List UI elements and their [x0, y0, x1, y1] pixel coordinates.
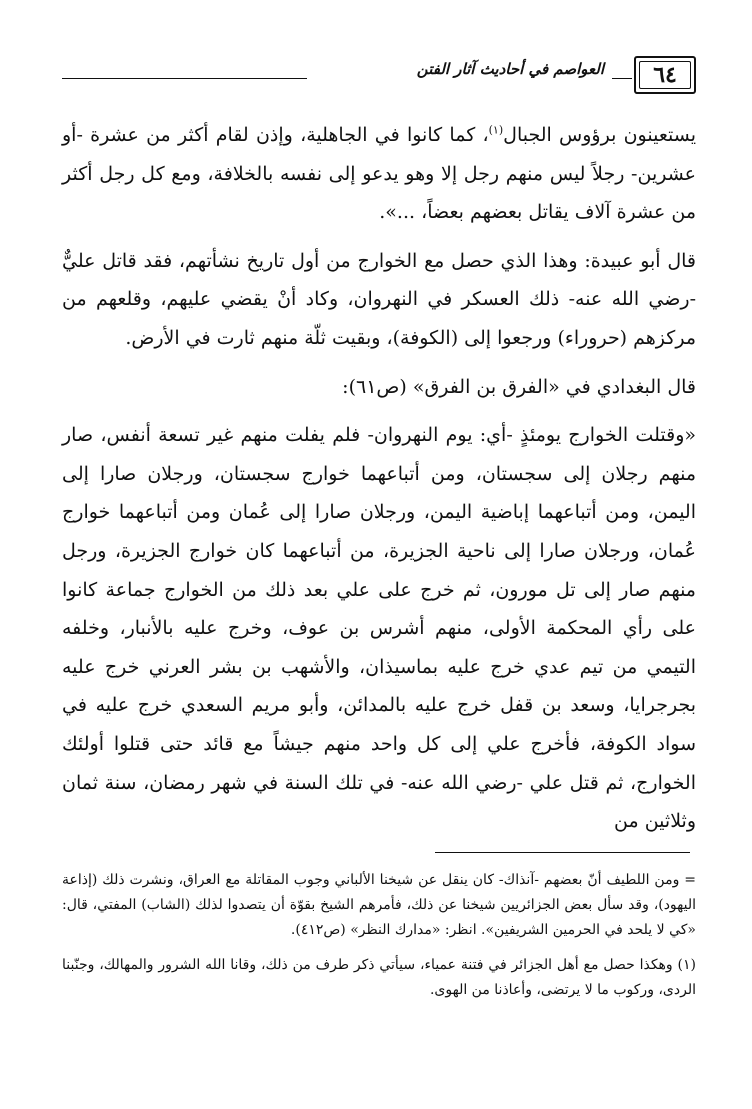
footnote-1: (١) وهكذا حصل مع أهل الجزائر في فتنة عمياء، سيأتي ذكر طرف من ذلك، وقانا الله الشرور والمهالك، وجنّبنا الردى، وركوب ما لا يرتضى، وأعاذنا من الهوى. [62, 957, 696, 998]
main-text [62, 116, 696, 841]
footnote-continuation: = ومن اللطيف أنّ بعضهم -آنذاك- كان ينقل عن شيخنا الألباني وجوب المقاتلة مع العراق، ونشرت ذلك (إذاعة اليهود)، وقد سأل بعض الجزائريين شيخنا عن ذلك، فأمرهم الشيخ بقوّة أن يتصدوا لذلك (الشاب) المفتي، قال: «كي لا يلحد في الحرمين الشريفين». انظر: «مدارك النظر» (ص٤١٢). [62, 872, 696, 938]
footnote-separator [435, 852, 690, 853]
paragraph-2: قال أبو عبيدة: وهذا الذي حصل مع الخوارج من أول تاريخ نشأتهم، فقد قاتل عليٌّ -رضي الله عنه- ذلك العسكر في النهروان، وكاد أنْ يقضي عليهم، وقلعهم من مركزهم (حروراء) ورجعوا إلى (الكوفة)، وبقيت ثلّة منهم ثارت في الأرض. [62, 249, 696, 349]
running-header [62, 52, 696, 98]
paragraph-3: قال البغدادي في «الفرق بن الفرق» (ص٦١): [342, 375, 696, 398]
footnotes [62, 868, 696, 1003]
paragraph-1: يستعينون برؤوس الجبال$^{(١)}$، كما كانوا في الجاهلية، وإذن لقام أكثر من عشرة -أو عشرين- رجلاً ليس منهم رجل إلا وهو يدعو إلى نفسه بالخلافة، ومع كل رجل أكثر من عشرة آلاف يقاتل بعضهم بعضاً، ...». [62, 123, 696, 224]
book-title: العواصم في أحاديث آثار الفتن [416, 60, 604, 78]
page-number: ٦٤ [634, 56, 696, 94]
header-rule [612, 78, 632, 79]
header-rule [62, 78, 307, 79]
footnote-marker: (١) [488, 123, 504, 137]
paragraph-4-quote: «وقتلت الخوارج يومئذٍ -أي: يوم النهروان- فلم يفلت منهم غير تسعة أنفس، صار منهم رجلان إلى سجستان، ومن أتباعهما خوارج سجستان، ورجلان صارا إلى اليمن، ومن أتباعهما إباضية اليمن، ورجلان صارا إلى عُمان ومن أتباعهما خوارج عُمان، ورجلان صارا إلى ناحية الجزيرة، من أتباعهما كان خوارج الجزيرة، ورجل منهم صار إلى تل مورون، ثم خرج على علي بعد ذلك من الخوارج جماعة كانوا على رأي المحكمة الأولى، منهم أشرس بن عوف، وخرج عليه بالأنبار، وخلفه التيمي من تيم عدي خرج عليه بماسيذان، والأشهب بن بشر العرني خرج عليه بجرجرايا، وسعد بن قفل خرج عليه بالمدائن، وأبو مريم السعدي خرج عليه في سواد الكوفة، فأخرج علي إلى كل واحد منهم جيشاً مع قائد حتى قتلوا أولئك الخوارج، ثم قتل علي -رضي الله عنه- في تلك السنة في شهر رمضان، سنة ثمان وثلاثين من [62, 424, 696, 833]
